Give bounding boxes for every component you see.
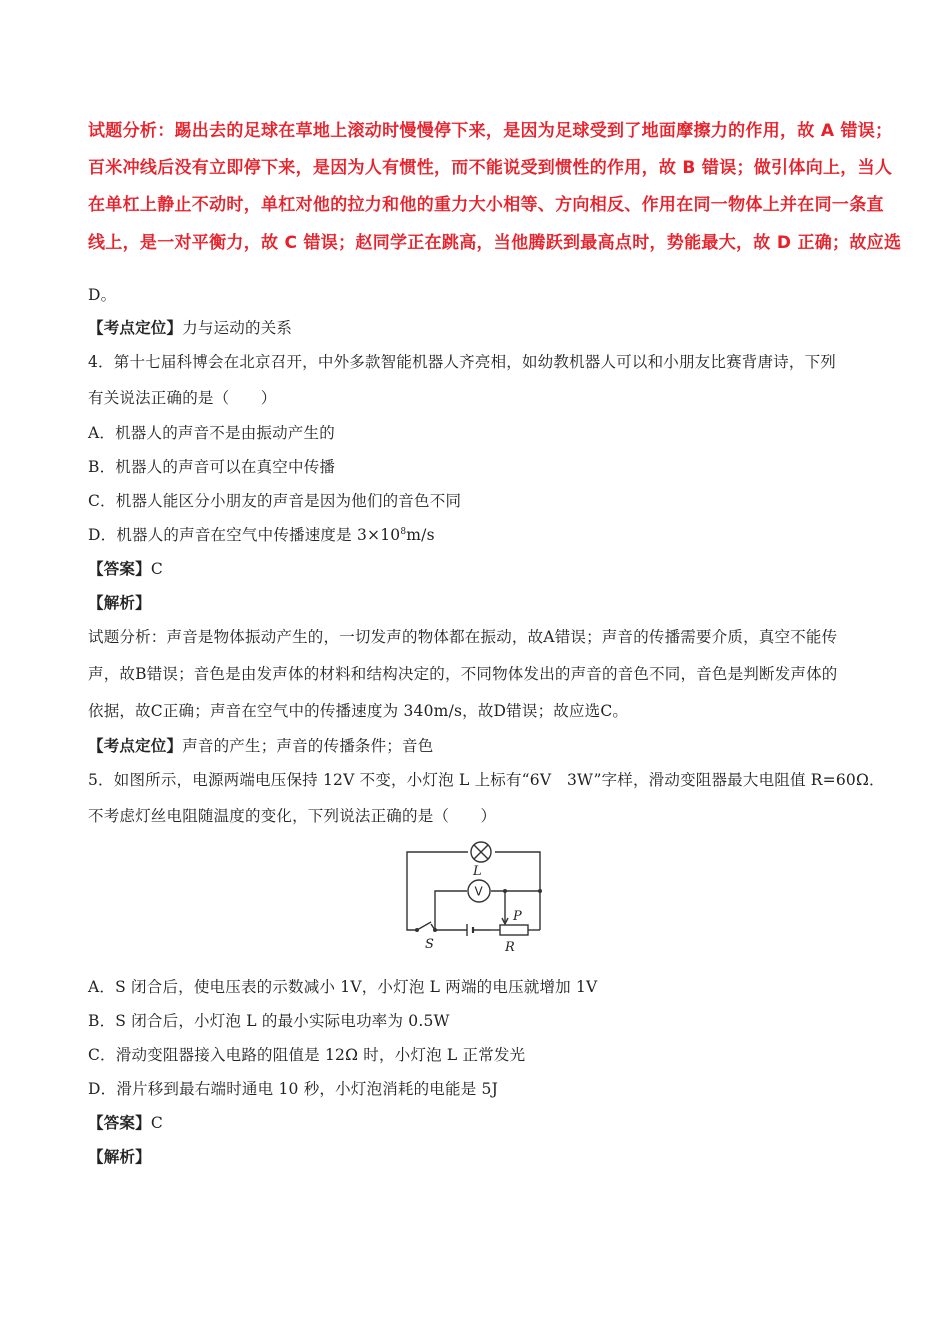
q4-stem-line-2: 有关说法正确的是（ ） <box>88 389 277 407</box>
q4-option-d-text: D．机器人的声音在空气中传播速度是 3×10 <box>88 526 401 544</box>
q4-knowledge-point <box>88 734 433 756</box>
q5-answer-value: C <box>150 1114 163 1132</box>
resistor-body <box>500 925 528 935</box>
label-switch: S <box>425 937 434 952</box>
q4-answer-tag: 【答案】 <box>88 559 151 578</box>
q4-answer <box>88 557 163 579</box>
q4-option-d <box>88 523 435 545</box>
node-slider-top <box>503 889 507 893</box>
circuit-diagram <box>405 838 550 958</box>
q3-analysis-line-4: 线上，是一对平衡力，故 C 错误；赵同学正在跳高，当他腾跃到最高点时，势能最大，故 D 正确；故应选 <box>88 233 902 253</box>
q4-option-a: A．机器人的声音不是由振动产生的 <box>88 424 335 442</box>
label-resistor: R <box>505 940 515 955</box>
q4-option-d-exponent: 8 <box>400 526 407 537</box>
switch-contact-left <box>415 928 419 932</box>
q5-option-d: D．滑片移到最右端时通电 10 秒，小灯泡消耗的电能是 5J <box>88 1080 499 1098</box>
q5-answer-tag: 【答案】 <box>88 1113 151 1132</box>
q4-point-text: 声音的产生；声音的传播条件；音色 <box>182 737 434 755</box>
q4-point-tag: 【考点定位】 <box>88 736 183 755</box>
voltmeter-left-wire <box>435 891 467 930</box>
q3-analysis-line-2: 百米冲线后没有立即停下来，是因为人有惯性，而不能说受到惯性的作用，故 B 错误；做引体向上，当人 <box>88 158 893 178</box>
q3-analysis-tail: D。 <box>88 286 117 304</box>
q5-answer <box>88 1111 163 1133</box>
q3-knowledge-point <box>88 316 292 338</box>
q5-option-c: C．滑动变阻器接入电路的阻值是 12Ω 时，小灯泡 L 正常发光 <box>88 1046 526 1064</box>
q4-analysis-line-2: 声，故B错误；音色是由发声体的材料和结构决定的，不同物体发出的声音的音色不同，音色是判断发声体的 <box>88 665 838 683</box>
q3-analysis-line-3: 在单杠上静止不动时，单杠对他的拉力和他的重力大小相等、方向相反、作用在同一物体上并在同一条直 <box>88 195 884 215</box>
q3-point-text: 力与运动的关系 <box>182 319 293 337</box>
label-voltmeter: V <box>474 884 483 899</box>
label-lamp: L <box>473 864 482 879</box>
label-slider: P <box>513 909 522 924</box>
q4-analysis-tag-text: 【解析】 <box>88 593 151 612</box>
q4-answer-value: C <box>150 560 163 578</box>
q3-analysis-line-1: 试题分析：踢出去的足球在草地上滚动时慢慢停下来，是因为足球受到了地面摩擦力的作用，故 A 错误； <box>88 121 893 141</box>
q4-option-c: C．机器人能区分小朋友的声音是因为他们的音色不同 <box>88 492 462 510</box>
q4-option-b: B．机器人的声音可以在真空中传播 <box>88 458 336 476</box>
q4-analysis-tag <box>88 591 151 613</box>
node-switch-right <box>433 928 437 932</box>
q4-stem-line-1: 4．第十七届科博会在北京召开，中外多款智能机器人齐亮相，如幼教机器人可以和小朋友比赛背唐诗，下列 <box>88 353 836 371</box>
q5-analysis-tag-text: 【解析】 <box>88 1147 151 1166</box>
q5-stem-line-1: 5．如图所示，电源两端电压保持 12V 不变，小灯泡 L 上标有“6V 3W”字样，滑动变阻器最大电阻值 R=60Ω． <box>88 771 885 789</box>
q4-analysis-line-3: 依据，故C正确；声音在空气中的传播速度为 340m/s，故D错误；故应选C。 <box>88 702 629 720</box>
q4-analysis-line-1: 试题分析：声音是物体振动产生的，一切发声的物体都在振动，故A错误；声音的传播需要介质，真空不能传 <box>88 628 838 646</box>
wire-outer-right <box>495 852 540 891</box>
q5-option-a: A．S 闭合后，使电压表的示数减小 1V，小灯泡 L 两端的电压就增加 1V <box>88 978 598 996</box>
switch-blade <box>417 922 431 930</box>
q4-option-d-unit: m/s <box>406 526 435 544</box>
q3-point-tag: 【考点定位】 <box>88 318 183 337</box>
q5-analysis-tag <box>88 1145 151 1167</box>
node-right-top <box>538 889 542 893</box>
q5-option-b: B．S 闭合后，小灯泡 L 的最小实际电功率为 0.5W <box>88 1012 450 1030</box>
q5-stem-line-2: 不考虑灯丝电阻随温度的变化，下列说法正确的是（ ） <box>88 807 497 825</box>
